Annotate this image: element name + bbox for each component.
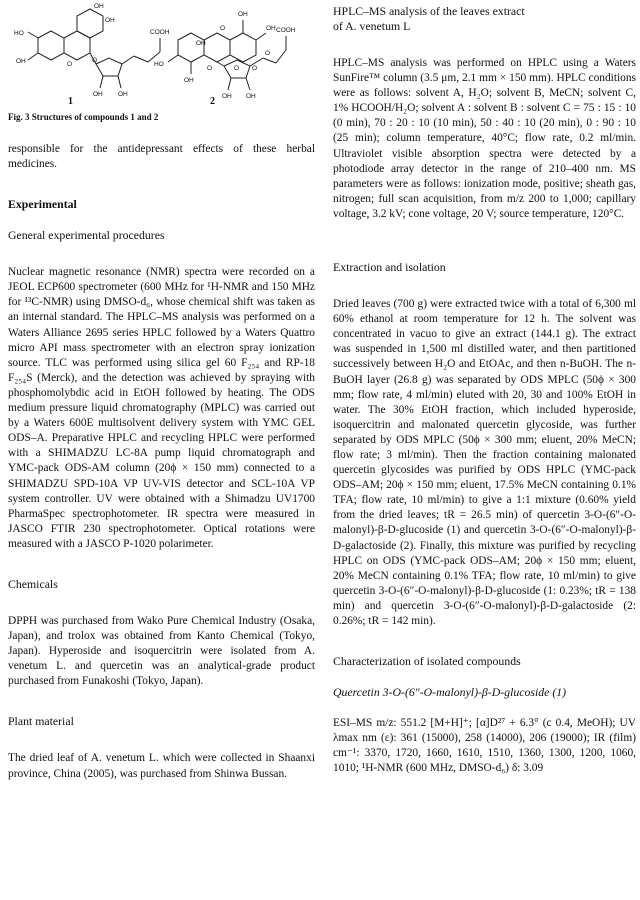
atom-label: OH: [222, 93, 232, 100]
atom-label: HO: [14, 30, 24, 37]
atom-label: HO: [154, 61, 164, 68]
atom-label: COOH: [150, 29, 170, 36]
atom-label: OH: [266, 25, 276, 32]
atom-label: OH: [238, 11, 248, 18]
atom-label: O: [265, 50, 271, 57]
heading-chemicals: Chemicals: [8, 576, 58, 591]
compound-label-2: 2: [210, 96, 215, 107]
atom-label: O: [207, 65, 213, 72]
right-column: [333, 0, 636, 776]
atom-label: O: [92, 57, 98, 64]
compound-label-1: 1: [68, 96, 73, 107]
atom-label: OH: [105, 17, 115, 24]
ring-b-1: [77, 9, 103, 38]
atom-label: O: [67, 61, 73, 68]
ring-c-2: [204, 33, 230, 62]
atom-label: OH: [16, 58, 26, 65]
atom-label: O: [234, 65, 240, 72]
heading-hplc-ms-line1: HPLC–MS analysis of the leaves extract: [333, 4, 525, 18]
heading-hplc-ms-line2: of A. venetum L: [333, 19, 411, 33]
atom-label: OH: [94, 3, 104, 10]
chemical-structures-drawing: [8, 0, 308, 110]
atom-label: OH: [184, 77, 194, 84]
heading-compound-1: Quercetin 3-O-(6″-O-malonyl)-β-D-glucoside (1): [333, 685, 567, 700]
ring-a-2: [178, 33, 204, 62]
left-column: [8, 0, 315, 782]
paragraph-general-procedures: Nuclear magnetic resonance (NMR) spectra were recorded on a JEOL ECP600 spectrometer (600 MHz for ¹H-NMR and 150 MHz for ¹³C-NMR) using DMSO-d₆, whose chemical shift was taken as an internal standard. The HPLC–MS analysis was performed on a Waters Alliance 2695 series HPLC followed by a Waters Quattro micro API mass spectrometer with an electron spray ionization source. TLC was performed using silica gel 60 F₂₅₄ and RP-18 F₂₅₄S (Merck), and the detection was achieved by spraying with phosphomolybdic acid in EtOH followed by heating. The ODS medium pressure liquid chromatography (MPLC) was carried out by a Waters 600E multisolvent delivery system with YMC GEL ODS–A. Preparative HPLC and recycling HPLC were performed with a SHIMADZU LC-8A pump liquid chromatograph and YMC-pack ODS-AM column (20ϕ × 150 mm) connected to a SHIMADZU SPD-10A VP UV-VIS detector and SCL-10A VP system controller. UV were obtained with a Shimadzu UV1700 PharmaSpec spectrophotometer. IR spectra were measured in JASCO FTIR 230 spectrophotometer. Optical rotations were measured with a JASCO P-1020 polarimeter.: [8, 266, 315, 550]
atom-label: O: [252, 65, 258, 72]
heading-characterization: Characterization of isolated compounds: [333, 654, 521, 669]
heading-experimental: Experimental: [8, 197, 77, 212]
atom-label: COOH: [276, 27, 296, 34]
paragraph-chemicals: DPPH was purchased from Wako Pure Chemical Industry (Osaka, Japan), and trolox was obtained from Kanto Chemical (Tokyo, Japan). Hyperoside and isoquercitrin were isolated from A. venetum L. and quercetin was an analytical-grade product purchased from Funakoshi (Tokyo, Japan).: [8, 614, 315, 688]
heading-extraction-isolation: Extraction and isolation: [333, 260, 446, 275]
ring-b-2: [230, 33, 256, 62]
paragraph-plant-material: The dried leaf of A. venetum L. which were collected in Shaanxi province, China (2005), was purchased from Shinwa Bussan.: [8, 752, 315, 780]
structure-figure: [8, 0, 315, 110]
sugar-ring-1: [96, 58, 122, 76]
atom-label: OH: [118, 91, 128, 98]
heading-general-procedures: General experimental procedures: [8, 228, 165, 243]
atom-label: OH: [246, 93, 256, 100]
paragraph-hplc-ms: HPLC–MS analysis was performed on HPLC using a Waters SunFire™ column (3.5 μm, 2.1 mm × 150 mm). HPLC conditions were as follows: solvent A, H₂O; solvent B, MeCN; solvent C, 1% HCOOH/H₂O; solvent A : solvent B : solvent C = 75 : 15 : 10 (0 min), 70 : 20 : 10 (10 min), 50 : 40 : 10 (20 min), 0 : 90 : 10 (25 min); column temperature, 40°C; flow rate, 0.2 ml/min. Ultraviolet visible absorption spectra were detected by a photodiode array detector in the range of 210–400 nm. MS parameters were as follows: ionization mode, positive; sheath gas, nitrogen; full scan acquisition, from m/z 200 to 1,000; capillary voltage, 3.2 kV; cone voltage, 20 V; source temperature, 120°C.: [333, 57, 636, 220]
paragraph-compound-1-data: ESI–MS m/z: 551.2 [M+H]⁺; [α]D²⁷ + 6.3° (c 0.4, MeOH); UV λmax nm (ε): 361 (15000), 258 (14000), 206 (19000); IR (film) cm⁻¹: 3370, 1720, 1660, 1610, 1510, 1360, 1300, 1200, 1060, 1010; ¹H-NMR (600 MHz, DMSO-d₆) δ: 3.09: [333, 717, 636, 775]
atom-label: OH: [196, 40, 206, 47]
atom-label: O: [220, 25, 226, 32]
figure-caption: Fig. 3 Structures of compounds 1 and 2: [8, 112, 159, 122]
atom-label: OH: [93, 91, 103, 98]
intro-paragraph: responsible for the antidepressant effects of these herbal medicines.: [8, 143, 315, 171]
ring-a-1: [38, 31, 64, 60]
paragraph-extraction-isolation: Dried leaves (700 g) were extracted twice with a total of 6,300 ml 60% ethanol at room temperature for 12 h. The solvent was concentrated in vacuo to give an extract (144.1 g). The extract was suspended in 1,500 ml distilled water, and then partitioned successively between H₂O and EtOAc, and then n-BuOH. The n-BuOH layer (26.8 g) was separated by ODS MPLC (50ϕ × 300 mm; flow rate, 4 ml/min) eluted with 20, 30 and 100% EtOH in water. The 30% EtOH fraction, which included hyperoside, isoquercitrin and malonated quercetin glycoside, was further separated by ODS MPLC (50ϕ × 300 mm; eluent, 20% MeCN; flow rate; 3 ml/min). Then the fraction containing malonated quercetin glycosides was purified by ODS HPLC (YMC-pack ODS–AM; 20ϕ × 150 mm; eluent, 17.5% MeCN containing 0.1% TFA; flow rate, 10 ml/min) to give a 1:1 mixture (0.60% yield from the dried leaves; tR = 26.5 min) of quercetin 3-O-(6″-O-malonyl)-β-D-glucoside (1) and quercetin 3-O-(6″-O-malonyl)-β-D-galactoside (2). Finally, this mixture was purified by recycling HPLC on ODS (YMC-pack ODS–AM; 20ϕ × 150 mm; eluent, 20% MeCN containing 0.1% TFA; flow rate, 10 ml/min) to give quercetin 3-O-(6″-O-malonyl)-β-D-glucoside (1: 0.23%; tR = 138 min) and quercetin 3-O-(6″-O-malonyl)-β-D-galactoside (2: 0.26%; tR = 142 min).: [333, 298, 636, 627]
heading-plant-material: Plant material: [8, 714, 74, 729]
